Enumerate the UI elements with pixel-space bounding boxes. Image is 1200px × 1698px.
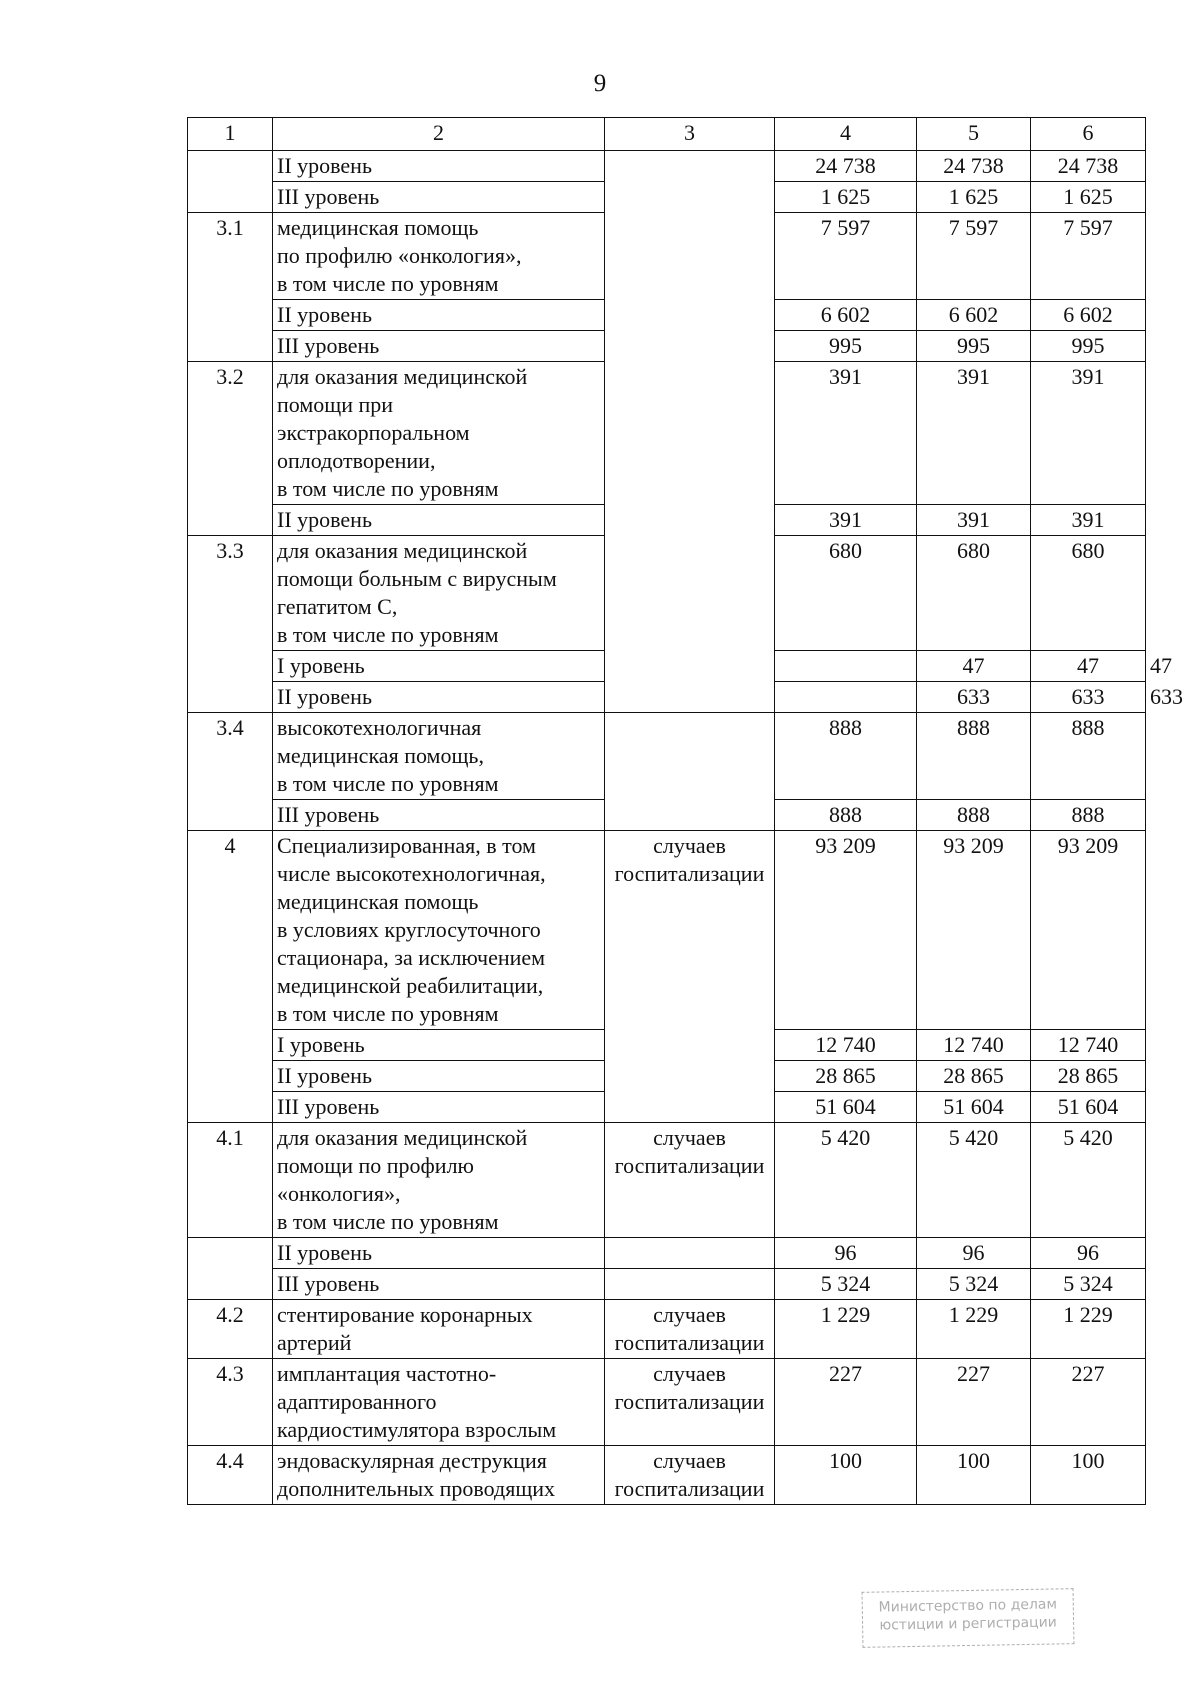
row-label — [273, 831, 605, 1030]
value-col6: 391 — [1031, 505, 1146, 536]
value-col6: 5 324 — [1031, 1269, 1146, 1300]
text-line: медицинская помощь — [277, 215, 479, 240]
page-number: 9 — [593, 70, 607, 97]
row-label: III уровень — [273, 800, 605, 831]
text-line: госпитализации — [614, 1476, 765, 1501]
text-line: случаев — [653, 1125, 726, 1150]
value-col6: 100 — [1031, 1446, 1146, 1505]
text-line: в том числе по уровням — [277, 476, 499, 501]
header-cell: 1 — [188, 118, 273, 151]
value-col5: 995 — [917, 331, 1031, 362]
header-cell: 6 — [1031, 118, 1146, 151]
table-row — [188, 1359, 1146, 1446]
text-line: адаптированного — [277, 1389, 437, 1414]
row-label: II уровень — [273, 1238, 605, 1269]
text-line: артерий — [277, 1330, 352, 1355]
text-line: случаев — [653, 1302, 726, 1327]
value-col5: 51 604 — [917, 1092, 1031, 1123]
value-col4: 51 604 — [775, 1092, 917, 1123]
value-col5: 391 — [917, 362, 1031, 505]
row-label: I уровень — [273, 1030, 605, 1061]
row-label — [273, 1300, 605, 1359]
value-col4: 680 — [775, 536, 917, 651]
text-line: медицинская помощь, — [277, 743, 484, 768]
text-line: помощи по профилю — [277, 1153, 474, 1178]
value-col4: 6 602 — [775, 300, 917, 331]
row-number: 4.4 — [188, 1446, 273, 1505]
text-line: эндоваскулярная деструкция — [277, 1448, 547, 1473]
text-line: оплодотворении, — [277, 448, 436, 473]
text-line: «онкология», — [277, 1181, 401, 1206]
text-line: в том числе по уровням — [277, 622, 499, 647]
value-col5: 680 — [917, 536, 1031, 651]
row-label: II уровень — [273, 682, 605, 713]
value-col4: 28 865 — [775, 1061, 917, 1092]
header-cell: 3 — [605, 118, 775, 151]
text-line: в том числе по уровням — [277, 271, 499, 296]
value-col5: 93 209 — [917, 831, 1031, 1030]
text-line: в том числе по уровням — [277, 771, 499, 796]
value-col5: 28 865 — [917, 1061, 1031, 1092]
value-col6: 93 209 — [1031, 831, 1146, 1030]
value-col5: 96 — [917, 1238, 1031, 1269]
unit-cell — [775, 682, 917, 713]
text-line: медицинской реабилитации, — [277, 973, 544, 998]
unit-cell — [605, 1446, 775, 1505]
row-number: 3.1 — [188, 213, 273, 362]
value-col4: 888 — [775, 713, 917, 800]
table-row — [188, 1300, 1146, 1359]
table-row — [188, 151, 1146, 182]
text-line: Специализированная, в том — [277, 833, 536, 858]
row-label: III уровень — [273, 331, 605, 362]
row-label: II уровень — [273, 505, 605, 536]
value-col5: 633 — [1031, 682, 1146, 713]
row-number-cell — [188, 1238, 273, 1300]
text-line: гепатитом C, — [277, 594, 398, 619]
value-col5: 100 — [917, 1446, 1031, 1505]
registration-stamp — [862, 1588, 1075, 1648]
row-label — [273, 213, 605, 300]
row-label — [273, 713, 605, 800]
value-col4: 1 625 — [775, 182, 917, 213]
header-cell: 5 — [917, 118, 1031, 151]
row-label: I уровень — [273, 651, 605, 682]
row-label — [273, 1359, 605, 1446]
text-line: в том числе по уровням — [277, 1209, 499, 1234]
unit-cell — [605, 1359, 775, 1446]
table-row — [188, 713, 1146, 800]
value-col6: 680 — [1031, 536, 1146, 651]
value-col6: 51 604 — [1031, 1092, 1146, 1123]
value-col5: 6 602 — [917, 300, 1031, 331]
value-col4: 227 — [775, 1359, 917, 1446]
text-line: для оказания медицинской — [277, 1125, 528, 1150]
stamp-line: Министерство по делам — [878, 1596, 1058, 1616]
row-label: II уровень — [273, 151, 605, 182]
value-col4: 5 324 — [775, 1269, 917, 1300]
table-row — [188, 1123, 1146, 1238]
table-row — [188, 1238, 1146, 1269]
row-label: III уровень — [273, 182, 605, 213]
text-line: кардиостимулятора взрослым — [277, 1417, 557, 1442]
value-col6: 6 602 — [1031, 300, 1146, 331]
value-col5: 5 420 — [917, 1123, 1031, 1238]
row-number: 3.2 — [188, 362, 273, 536]
value-col4: 391 — [775, 505, 917, 536]
value-col4: 1 229 — [775, 1300, 917, 1359]
unit-cell — [605, 1238, 775, 1269]
unit-cell — [605, 1300, 775, 1359]
table-row — [188, 1269, 1146, 1300]
table-row: I уровень 47 47 47 — [188, 651, 1146, 682]
value-col6: 888 — [1031, 800, 1146, 831]
value-col4: 5 420 — [775, 1123, 917, 1238]
header-cell: 4 — [775, 118, 917, 151]
row-label — [273, 1446, 605, 1505]
row-number: 3.3 — [188, 536, 273, 713]
text-line: числе высокотехнологичная, — [277, 861, 546, 886]
row-label — [273, 1123, 605, 1238]
text-line: стационара, за исключением — [277, 945, 546, 970]
value-col4: 391 — [775, 362, 917, 505]
value-col4: 93 209 — [775, 831, 917, 1030]
row-number: 4.3 — [188, 1359, 273, 1446]
value-col5: 1 625 — [917, 182, 1031, 213]
text-line: для оказания медицинской — [277, 538, 528, 563]
text-line: случаев — [653, 1448, 726, 1473]
text-line: помощи больным с вирусным — [277, 566, 557, 591]
text-line: дополнительных проводящих — [277, 1476, 556, 1501]
unit-cell — [605, 831, 775, 1123]
unit-cell — [775, 651, 917, 682]
value-col6: 1 229 — [1031, 1300, 1146, 1359]
row-label: II уровень — [273, 1061, 605, 1092]
row-number: 3.4 — [188, 713, 273, 831]
value-col5: 227 — [917, 1359, 1031, 1446]
value-col6: 24 738 — [1031, 151, 1146, 182]
text-line: имплантация частотно- — [277, 1361, 497, 1386]
text-line: помощи при — [277, 392, 394, 417]
value-col5: 12 740 — [917, 1030, 1031, 1061]
value-col6: 227 — [1031, 1359, 1146, 1446]
row-label — [273, 536, 605, 651]
row-number: 4.1 — [188, 1123, 273, 1238]
value-col4: 995 — [775, 331, 917, 362]
unit-cell — [605, 151, 775, 713]
value-col4: 96 — [775, 1238, 917, 1269]
value-col4: 24 738 — [775, 151, 917, 182]
value-col6: 12 740 — [1031, 1030, 1146, 1061]
unit-cell — [605, 713, 775, 831]
value-col6: 995 — [1031, 331, 1146, 362]
value-col5: 7 597 — [917, 213, 1031, 300]
row-number: 4.2 — [188, 1300, 273, 1359]
text-line: случаев — [653, 833, 726, 858]
value-col5: 888 — [917, 713, 1031, 800]
text-line: госпитализации — [614, 1389, 765, 1414]
text-line: случаев — [653, 1361, 726, 1386]
row-label: II уровень — [273, 300, 605, 331]
value-col6: 5 420 — [1031, 1123, 1146, 1238]
value-col6: 96 — [1031, 1238, 1146, 1269]
text-line: стентирование коронарных — [277, 1302, 533, 1327]
value-col6: 7 597 — [1031, 213, 1146, 300]
row-number-cell — [188, 151, 273, 213]
value-col5: 5 324 — [917, 1269, 1031, 1300]
text-line: в условиях круглосуточного — [277, 917, 541, 942]
value-col4: 100 — [775, 1446, 917, 1505]
text-line: госпитализации — [614, 861, 765, 886]
text-line: госпитализации — [614, 1330, 765, 1355]
table-row — [188, 831, 1146, 1030]
value-col6: 1 625 — [1031, 182, 1146, 213]
text-line: госпитализации — [614, 1153, 765, 1178]
value-col5: 1 229 — [917, 1300, 1031, 1359]
text-line: медицинская помощь — [277, 889, 479, 914]
unit-cell — [605, 1269, 775, 1300]
value-col5: 391 — [917, 505, 1031, 536]
value-col6: 888 — [1031, 713, 1146, 800]
row-label — [273, 362, 605, 505]
text-line: высокотехнологичная — [277, 715, 482, 740]
value-col4: 47 — [917, 651, 1031, 682]
row-label: III уровень — [273, 1269, 605, 1300]
unit-cell — [605, 1123, 775, 1238]
text-line: экстракорпоральном — [277, 420, 470, 445]
value-col6: 28 865 — [1031, 1061, 1146, 1092]
stamp-line: юстиции и регистрации — [879, 1614, 1057, 1634]
value-col5: 24 738 — [917, 151, 1031, 182]
value-col6: 391 — [1031, 362, 1146, 505]
row-number: 4 — [188, 831, 273, 1123]
value-col4: 7 597 — [775, 213, 917, 300]
value-col4: 633 — [917, 682, 1031, 713]
value-col4: 12 740 — [775, 1030, 917, 1061]
value-col5: 888 — [917, 800, 1031, 831]
table-row — [188, 1446, 1146, 1505]
value-col4: 888 — [775, 800, 917, 831]
table-header-row — [188, 118, 1146, 151]
data-table — [187, 117, 1183, 1505]
row-label: III уровень — [273, 1092, 605, 1123]
text-line: для оказания медицинской — [277, 364, 528, 389]
table-row: II уровень 633 633 633 — [188, 682, 1146, 713]
header-cell: 2 — [273, 118, 605, 151]
value-col5: 47 — [1031, 651, 1146, 682]
text-line: в том числе по уровням — [277, 1001, 499, 1026]
text-line: по профилю «онкология», — [277, 243, 522, 268]
